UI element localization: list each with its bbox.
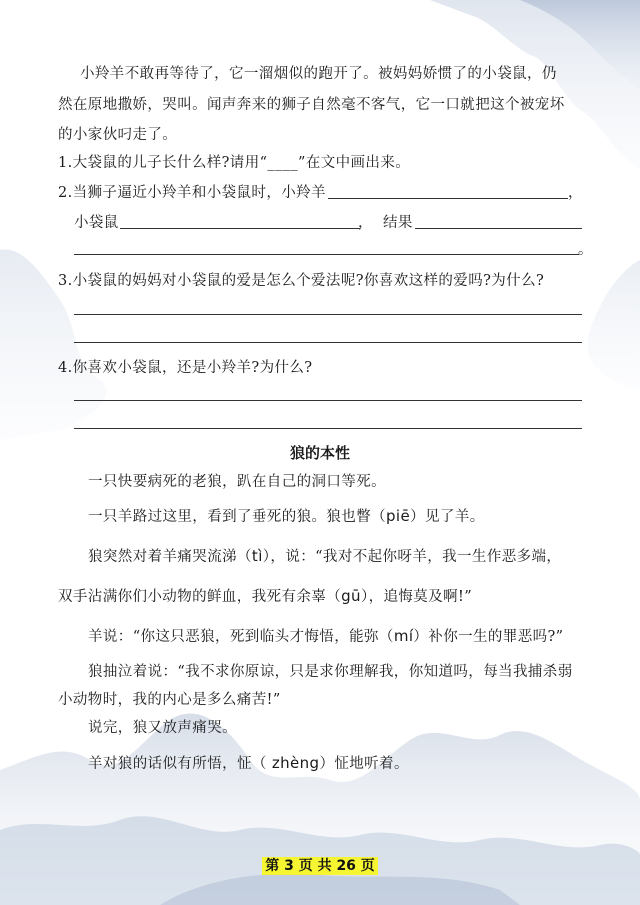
story-paragraph-2 <box>88 506 485 527</box>
question-2-comma: ， <box>568 185 583 201</box>
question-2-intro: 2.当狮子逼近小羚羊和小袋鼠时，小羚羊 <box>58 185 326 201</box>
answer-line-q2-kangaroo[interactable] <box>120 228 360 229</box>
story-text: 羊对狼的话似有所悟，怔（ <box>88 756 272 772</box>
story-paragraph-3-cont <box>58 586 472 607</box>
answer-line-q2-result-cont[interactable] <box>74 254 579 255</box>
question-2-period: 。 <box>578 242 593 258</box>
question-4: 4.你喜欢小袋鼠，还是小羚羊?为什么? <box>58 360 313 376</box>
pinyin-annotation: piē <box>386 507 411 525</box>
story-paragraph-5-cont: 小动物时，我的内心是多么痛苦!” <box>58 692 281 708</box>
answer-line-q4-2[interactable] <box>74 428 582 429</box>
story-paragraph-3 <box>88 546 561 567</box>
story-text: ）怔地听着。 <box>319 756 409 772</box>
answer-line-q4-1[interactable] <box>74 400 582 401</box>
pinyin-annotation: mí <box>393 627 414 645</box>
answer-line-q3-2[interactable] <box>74 342 582 343</box>
pinyin-annotation: tì <box>251 547 263 565</box>
answer-line-q2-result[interactable] <box>415 228 582 229</box>
story-paragraph-7 <box>88 753 409 774</box>
question-2-result-label: 结果 <box>383 215 413 231</box>
story-paragraph-6: 说完，狼又放声痛哭。 <box>88 720 237 736</box>
page-footer <box>0 855 640 875</box>
story-text: ）见了羊。 <box>410 509 485 525</box>
story-text: 双手沾满你们小动物的鲜血，我死有余辜（ <box>58 589 342 605</box>
answer-line-q3-1[interactable] <box>74 314 582 315</box>
pinyin-annotation: zhèng <box>271 754 320 772</box>
pinyin-annotation: gū <box>341 587 361 605</box>
story-text: ），说：“我对不起你呀羊，我一生作恶多端， <box>262 549 562 565</box>
answer-line-q2-lamb[interactable] <box>328 198 568 199</box>
story-title: 狼的本性 <box>289 444 350 462</box>
question-2-kangaroo-label: 小袋鼠 <box>74 215 119 231</box>
story-text: ）补你一生的罪恶吗?” <box>413 629 564 645</box>
story-paragraph-5: 狼抽泣着说：“我不求你原谅，只是求你理解我，你知道吗，每当我捕杀弱 <box>88 664 573 680</box>
question-1: 1.大袋鼠的儿子长什么样?请用“____”在文中画出来。 <box>58 155 411 171</box>
story-paragraph-1: 一只快要病死的老狼，趴在自己的洞口等死。 <box>88 474 386 490</box>
story-paragraph-4 <box>88 626 564 647</box>
question-3: 3.小袋鼠的妈妈对小袋鼠的爱是怎么个爱法呢?你喜欢这样的爱吗?为什么? <box>58 273 545 289</box>
story-text: ），追悔莫及啊!” <box>360 589 473 605</box>
story-text: 羊说：“你这只恶狼，死到临头才悔悟，能弥（ <box>88 629 394 645</box>
story-text: 狼突然对着羊痛哭流涕（ <box>88 549 252 565</box>
passage-line-2: 然在原地撒娇，哭叫。闻声奔来的狮子自然毫不客气，它一口就把这个被宠坏 <box>58 97 565 113</box>
passage-line-1: 小羚羊不敢再等待了，它一溜烟似的跑开了。被妈妈娇惯了的小袋鼠，仍 <box>80 66 557 82</box>
story-text: 一只羊路过这里，看到了垂死的狼。狼也瞥（ <box>88 509 386 525</box>
passage-line-3: 的小家伙叼走了。 <box>58 127 178 143</box>
page-number: 第 3 页 共 26 页 <box>262 857 378 875</box>
question-2-comma-2: ， <box>358 215 373 231</box>
